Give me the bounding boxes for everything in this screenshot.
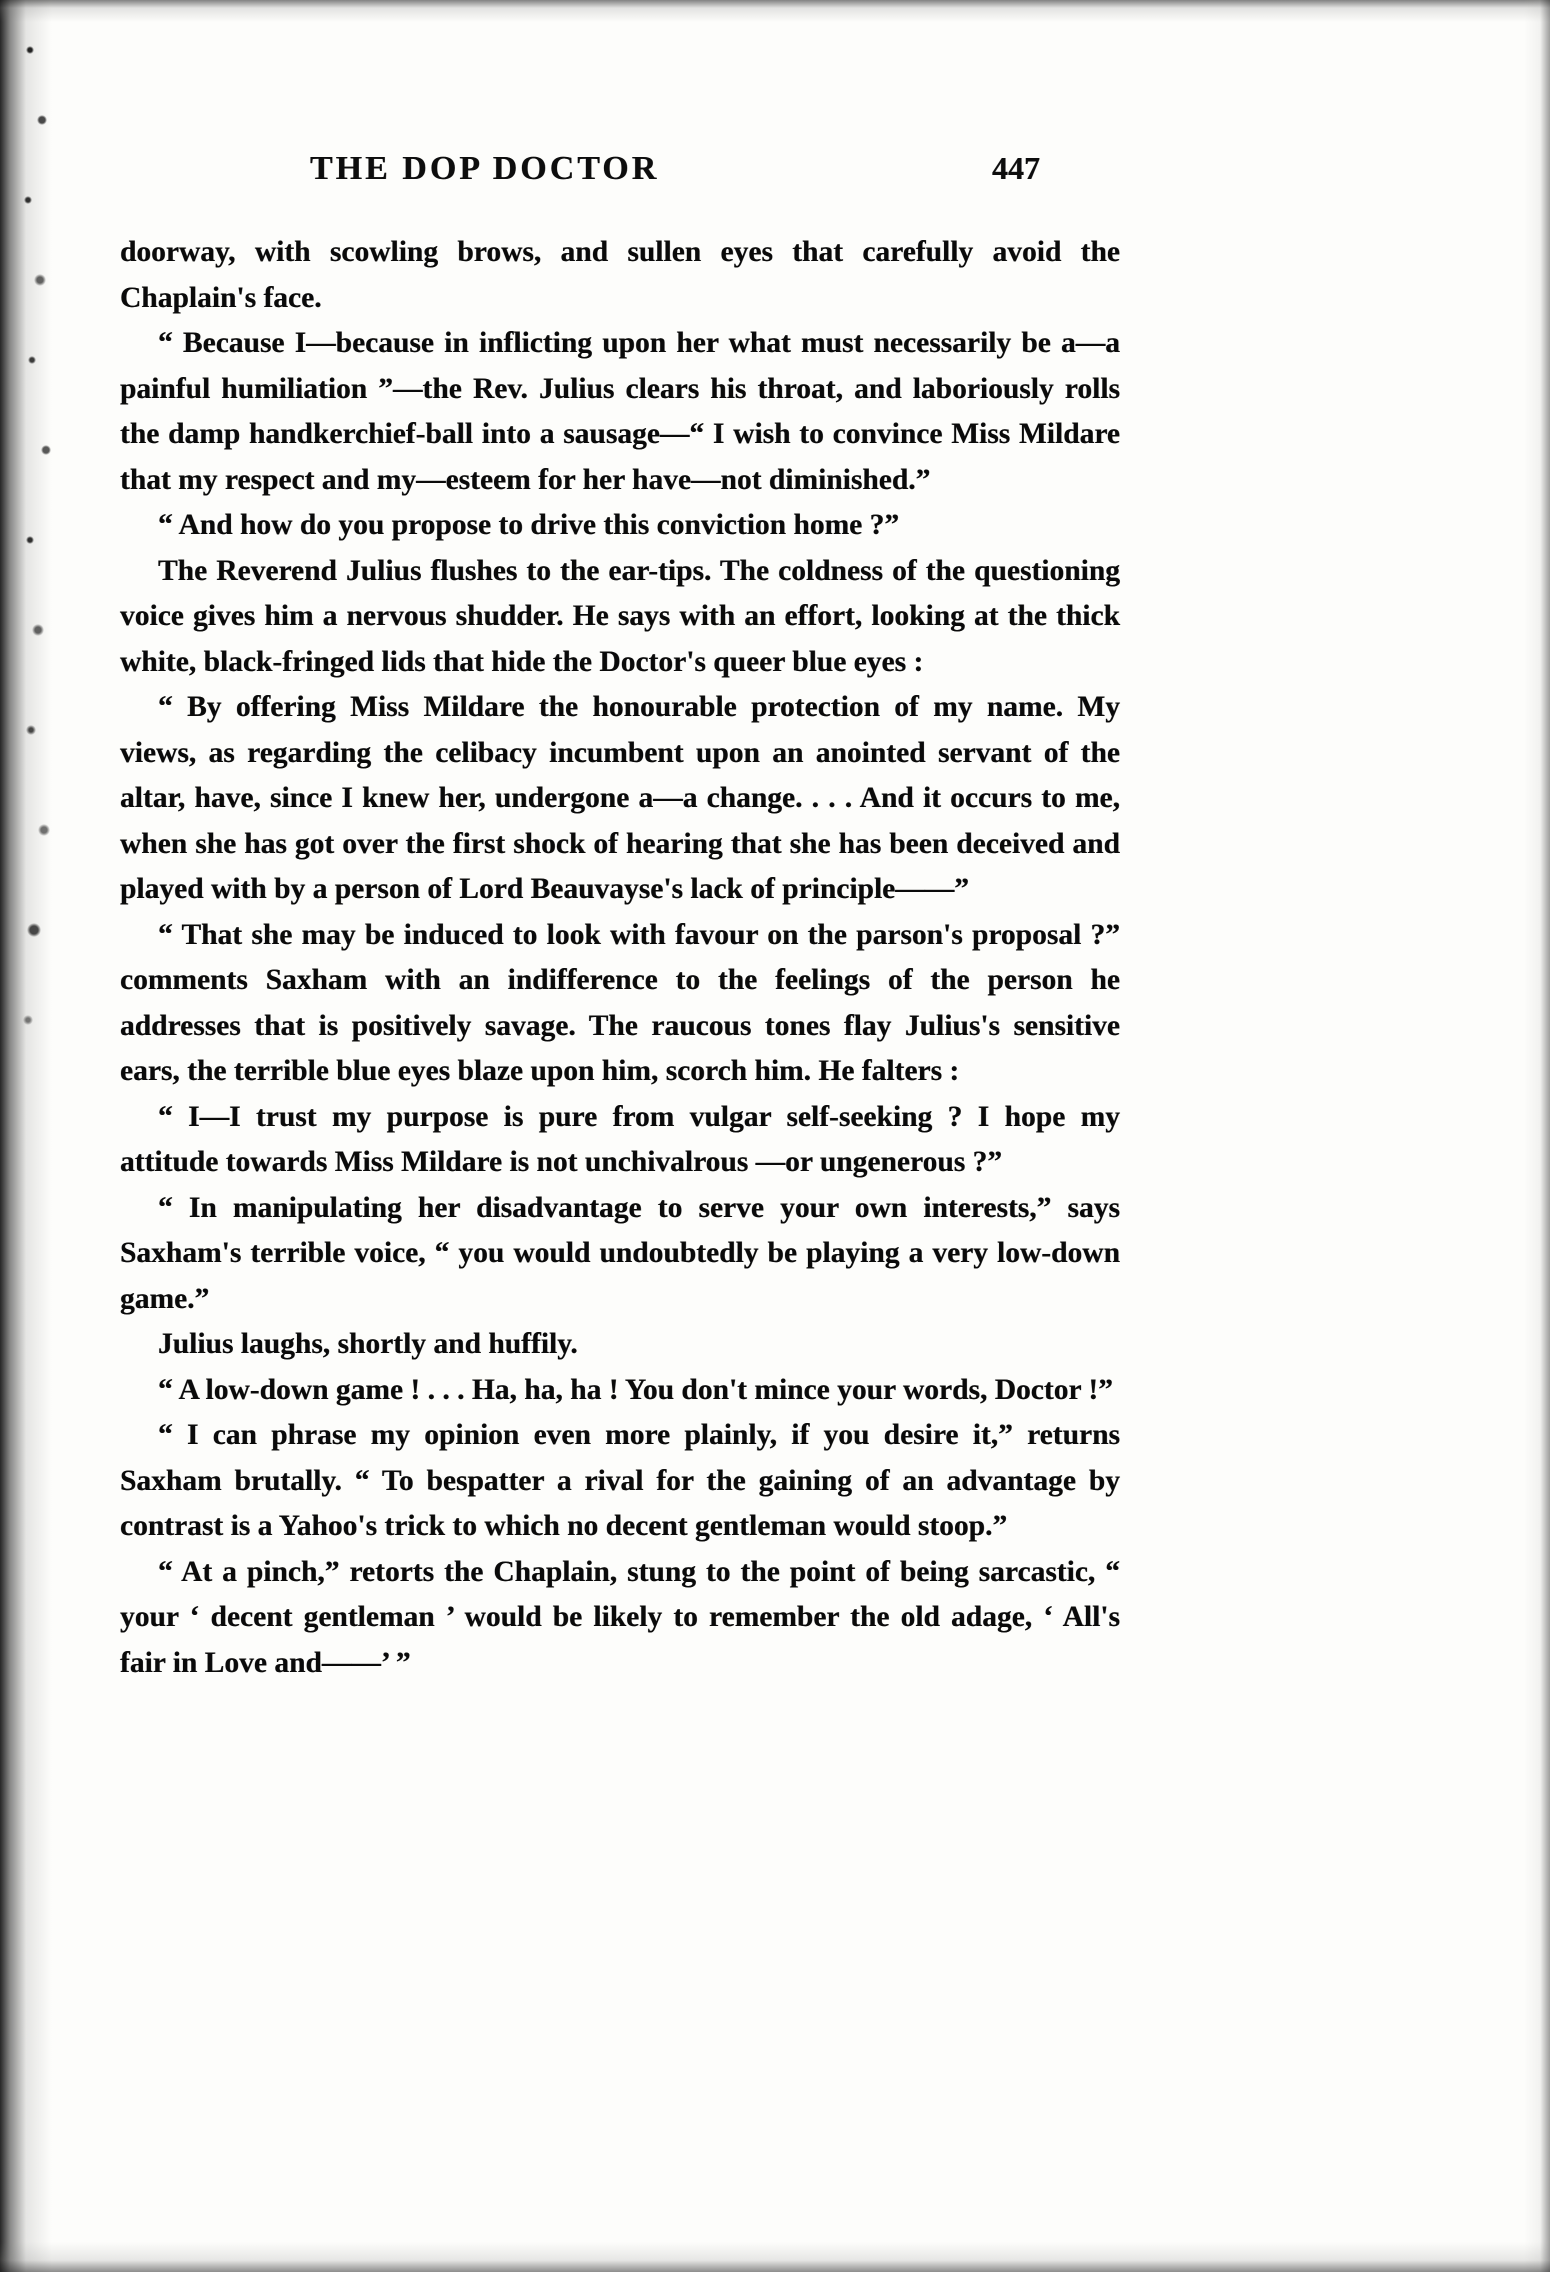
scan-edge-artifact-top	[0, 0, 1550, 26]
paragraph: “ By offering Miss Mildare the honourable protection of my name. My views, as regarding the celibacy incumbent upon an anointed servant of the altar, have, since I knew her, undergone a—a change. . . . And it occurs to me, when she has got over the first shock of hearing that she has been deceived and played with by a person of Lord Beauvayse's lack of principle——”	[120, 691, 1120, 905]
paragraph: Julius laughs, shortly and huffily.	[158, 1328, 578, 1360]
paragraph: “ I can phrase my opinion even more plainly, if you desire it,” returns Saxham brutally. “ To bespatter a rival for the gaining of an advantage by contrast is a Yahoo's trick to which no decent gentleman would stoop.”	[120, 1419, 1120, 1542]
paragraph: “ And how do you propose to drive this conviction home ?”	[158, 509, 900, 541]
paragraph: doorway, with scowling brows, and sullen eyes that carefully avoid the Chaplain's face.	[120, 236, 1120, 314]
scan-edge-artifact-bottom	[0, 2238, 1550, 2272]
page-content	[120, 150, 1180, 1686]
book-title: THE DOP DOCTOR	[310, 150, 660, 187]
scan-speckle-artifact	[22, 30, 58, 1070]
paragraph: “ A low-down game ! . . . Ha, ha, ha ! You don't mince your words, Doctor !”	[158, 1373, 1113, 1406]
paragraph: “ Because I—because in inflicting upon her what must necessarily be a—a painful humiliation ”—the Rev. Julius clears his throat, and laboriously rolls the damp handkerchief-ball into a sausage—“ I wish to convince Miss Mildare that my respect and my—esteem for her have—not diminished.”	[120, 327, 1120, 496]
paragraph: “ In manipulating her disadvantage to serve your own interests,” says Saxham's terrible voice, “ you would undoubtedly be playing a very low-down game.”	[120, 1191, 1120, 1315]
body-text	[120, 230, 1120, 1686]
paragraph: “ I—I trust my purpose is pure from vulgar self-seeking ? I hope my attitude towards Miss Mildare is not unchivalrous —or ungenerous ?”	[120, 1100, 1120, 1178]
running-head	[310, 150, 1040, 188]
scan-edge-artifact-right	[1520, 0, 1550, 2272]
paragraph: “ That she may be induced to look with favour on the parson's proposal ?” comments Saxham with an indifference to the feelings of the person he addresses that is positively savage. The raucous tones flay Julius's sensitive ears, the terrible blue eyes blaze upon him, scorch him. He falters :	[120, 918, 1120, 1087]
paragraph: The Reverend Julius flushes to the ear-tips. The coldness of the questioning voice gives him a nervous shudder. He says with an effort, looking at the thick white, black-fringed lids that hide the Doctor's queer blue eyes :	[120, 554, 1120, 678]
paragraph: “ At a pinch,” retorts the Chaplain, stung to the point of being sarcastic, “ your ‘ decent gentleman ’ would be likely to remember the old adage, ‘ All's fair in Love and——’ ”	[120, 1555, 1120, 1679]
page-number: 447	[992, 150, 1040, 186]
